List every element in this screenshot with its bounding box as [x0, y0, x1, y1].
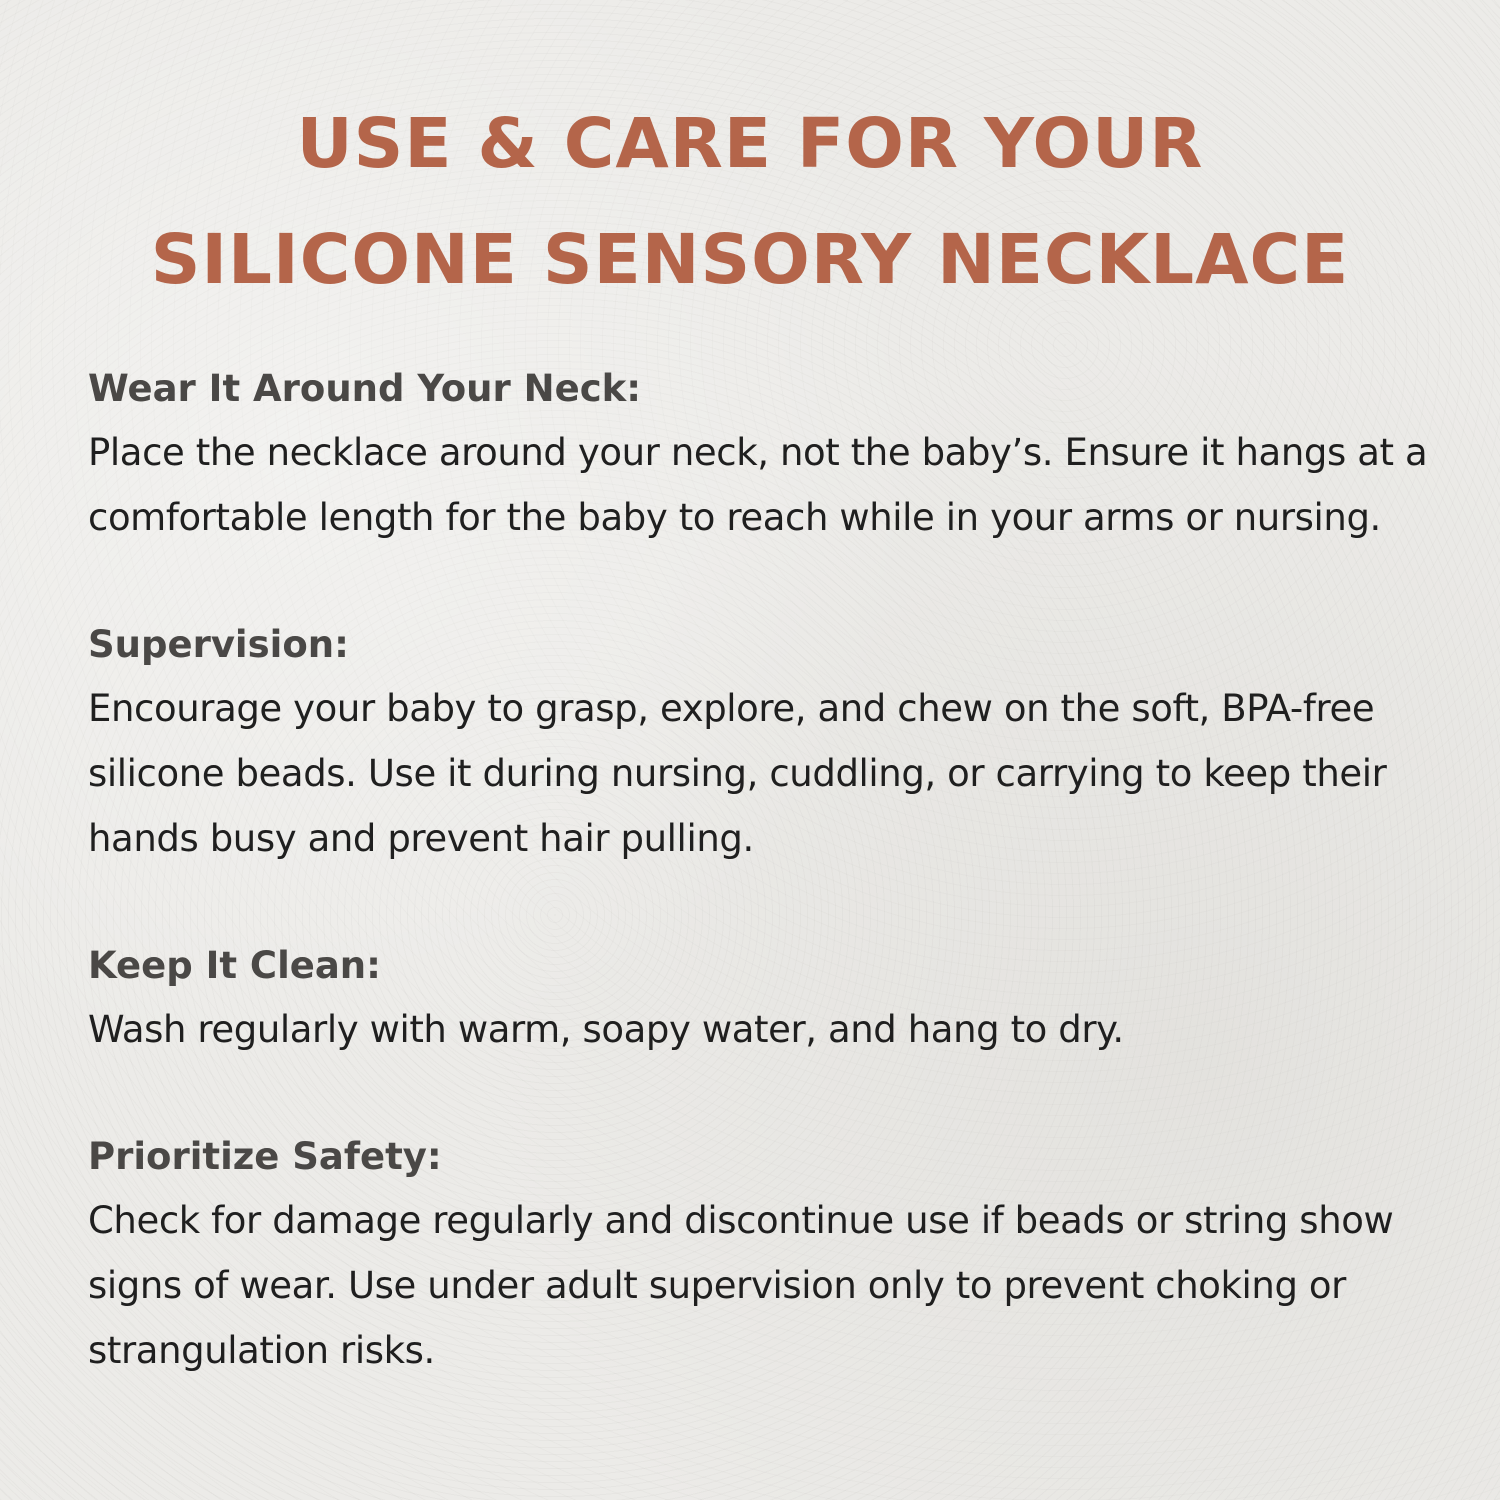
section-body: Check for damage regularly and discontinue use if beads or string show signs of wear. Use under adult supervision only to prevent choking or strangulation risks.	[88, 1199, 1394, 1372]
section-heading: Wear It Around Your Neck:	[88, 367, 642, 410]
section-body: Wash regularly with warm, soapy water, and hang to dry.	[88, 1008, 1124, 1051]
section-wear-it	[88, 358, 1428, 550]
section-keep-clean	[88, 935, 1428, 1062]
title-line-2: SILICONE SENSORY NECKLACE	[150, 220, 1350, 300]
title-line-1: USE & CARE FOR YOUR	[296, 104, 1204, 184]
page-title	[0, 86, 1500, 318]
instructions-list	[88, 358, 1428, 1447]
section-body: Encourage your baby to grasp, explore, and chew on the soft, BPA-free silicone beads. Use it during nursing, cuddling, or carrying to keep their hands busy and prevent hair pulling.	[88, 687, 1387, 860]
section-body: Place the necklace around your neck, not the baby’s. Ensure it hangs at a comfortable length for the baby to reach while in your arms or nursing.	[88, 431, 1428, 539]
section-heading: Supervision:	[88, 623, 349, 666]
section-safety	[88, 1126, 1428, 1383]
section-supervision	[88, 614, 1428, 871]
section-heading: Keep It Clean:	[88, 944, 381, 987]
section-heading: Prioritize Safety:	[88, 1135, 442, 1178]
